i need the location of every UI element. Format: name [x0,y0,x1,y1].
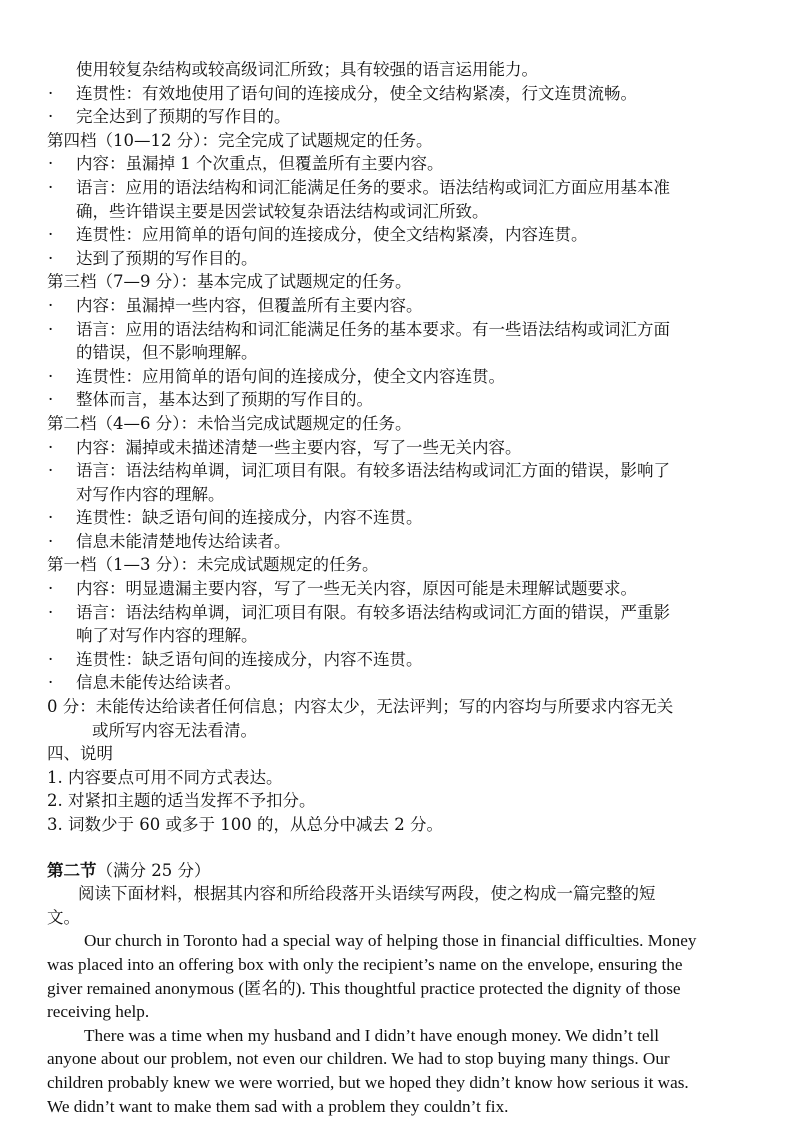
bullet-icon: · [48,83,54,103]
instruction-line: 文。 [47,907,80,927]
section-gap [0,837,800,859]
tier-heading: 第四档（10—12 分）：完全完成了试题规定的任务。 [47,130,433,150]
section-title-text: 第二节 [47,860,97,880]
tier-item: · 连贯性：缺乏语句间的连接成分，内容不连贯。 [0,506,800,530]
tier-item: · 内容：虽漏掉 1 个次重点，但覆盖所有主要内容。 [0,152,800,176]
note-item: 1. 内容要点可用不同方式表达。 [47,767,283,787]
tier-item: · 内容：漏掉或未描述清楚一些主要内容，写了一些无关内容。 [0,436,800,460]
tier-item-continuation: 的错误，但不影响理解。 [76,343,258,363]
bullet-icon: · [48,531,54,551]
zero-score-line: 0 分：未能传达给读者任何信息；内容太少，无法评判；写的内容均与所要求内容无关 [47,697,674,717]
tier-item: · 连贯性：缺乏语句间的连接成分，内容不连贯。 [0,648,800,672]
bullet-icon: · [48,602,54,622]
bullet-icon: · [48,579,54,599]
tier-item: · 信息未能清楚地传达给读者。 [0,530,800,554]
bullet-icon: · [48,508,54,528]
tier-heading: 第三档（7—9 分）：基本完成了试题规定的任务。 [47,272,412,292]
rubric-bullet-item: · 连贯性：有效地使用了语句间的连接成分，使全文结构紧凑，行文连贯流畅。 [0,82,800,106]
bullet-icon: · [48,673,54,693]
bullet-icon: · [48,649,54,669]
passage-line: children probably knew we were worried, but we hoped they didn’t know how serious it was. [47,1072,689,1092]
instruction-line: 阅读下面材料，根据其内容和所给段落开头语续写两段，使之构成一篇完整的短 [78,884,656,904]
section-title [0,859,800,883]
tier-item: · 语言：应用的语法结构和词汇能满足任务的要求。语法结构或词汇方面应用基本准 [0,176,800,200]
tier-item: · 连贯性：应用简单的语句间的连接成分，使全文结构紧凑，内容连贯。 [0,223,800,247]
tier-item: · 语言：语法结构单调，词汇项目有限。有较多语法结构或词汇方面的错误，影响了 [0,459,800,483]
tier-heading: 第二档（4—6 分）：未恰当完成试题规定的任务。 [47,413,412,433]
tier-item: · 内容：虽漏掉一些内容，但覆盖所有主要内容。 [0,294,800,318]
passage-line: Our church in Toronto had a special way of helping those in financial difficulties. Money [84,931,697,951]
passage-line: We didn’t want to make them sad with a problem they couldn’t fix. [47,1096,509,1116]
tier-item: · 信息未能传达给读者。 [0,671,800,695]
note-item: 2. 对紧扣主题的适当发挥不予扣分。 [47,791,316,811]
passage-line: There was a time when my husband and I didn’t have enough money. We didn’t tell [84,1025,660,1045]
tier-item: · 语言：应用的语法结构和词汇能满足任务的基本要求。有一些语法结构或词汇方面 [0,318,800,342]
bullet-icon: · [48,319,54,339]
section-score: （满分 25 分） [96,860,211,880]
bullet-icon: · [48,248,54,268]
bullet-icon: · [48,154,54,174]
tier-item: · 达到了预期的写作目的。 [0,247,800,271]
notes-heading: 四、说明 [47,744,113,764]
bullet-icon: · [48,366,54,386]
tier-item: · 连贯性：应用简单的语句间的连接成分，使全文内容连贯。 [0,365,800,389]
bullet-icon: · [48,225,54,245]
passage-line: receiving help. [47,1002,150,1022]
bullet-icon: · [48,437,54,457]
document-page [0,58,800,1118]
passage-line: giver remained anonymous (匿名的). This thoughtful practice protected the dignity of those [47,978,681,998]
note-item: 3. 词数少于 60 或多于 100 的，从总分中减去 2 分。 [47,815,443,834]
bullet-icon: · [48,107,54,127]
tier-item-continuation: 确，些许错误主要是因尝试较复杂语法结构或词汇所致。 [76,201,489,221]
tier-item: · 语言：语法结构单调，词汇项目有限。有较多语法结构或词汇方面的错误，严重影 [0,601,800,625]
tier-heading: 第一档（1—3 分）：未完成试题规定的任务。 [47,555,379,575]
bullet-icon: · [48,177,54,197]
rubric-continuation: 使用较复杂结构或较高级词汇所致；具有较强的语言运用能力。 [76,60,538,79]
tier-item-continuation: 响了对写作内容的理解。 [76,626,258,646]
bullet-icon: · [48,390,54,410]
rubric-bullet-item: · 完全达到了预期的写作目的。 [0,105,800,129]
bullet-icon: · [48,295,54,315]
bullet-icon: · [48,461,54,481]
tier-item-continuation: 对写作内容的理解。 [76,484,225,504]
zero-score-continuation: 或所写内容无法看清。 [92,720,257,740]
passage-line: anyone about our problem, not even our children. We had to stop buying many things. Our [47,1049,670,1069]
tier-item: · 内容：明显遗漏主要内容，写了一些无关内容，原因可能是未理解试题要求。 [0,577,800,601]
passage-line: was placed into an offering box with only the recipient’s name on the envelope, ensuring the [47,954,683,974]
tier-item: · 整体而言，基本达到了预期的写作目的。 [0,388,800,412]
